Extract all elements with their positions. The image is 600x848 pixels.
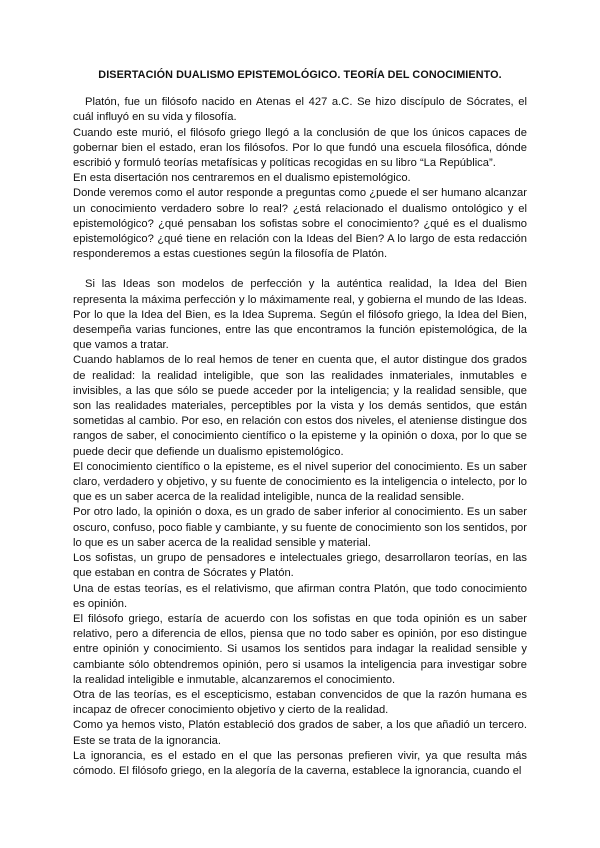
paragraph-escepticismo: Otra de las teorías, es el escepticismo, estaban convencidos de que la razón humana es incapaz de ofrecer conocimiento objetivo y cierto de la realidad.	[73, 688, 527, 717]
paragraph-relativismo: Una de estas teorías, es el relativismo, que afirman contra Platón, que todo conocimiento es opinión.	[73, 582, 527, 610]
paragraph-idea-bien: Si las Ideas son modelos de perfección y la auténtica realidad, la Idea del Bien representa la máxima perfección y lo máximamente real, y gobierna el mundo de las Ideas. Por lo que la Idea del Bien, es la Idea Suprema. Según el filósofo griego, la Idea del Bien, desempeña varias funciones, entre las que encontramos la función epistemológica, de la que vamos a tratar.	[73, 278, 527, 352]
paragraph-ignorancia: La ignorancia, es el estado en el que las personas prefieren vivir, ya que resulta más cómodo. El filósofo griego, en la alegoría de la caverna, establece la ignorancia, cuando el	[73, 749, 527, 777]
paragraph-tercer-grado: Como ya hemos visto, Platón estableció dos grados de saber, a los que añadió un tercero. Este se trata de la ignorancia.	[73, 719, 527, 747]
section-gap	[73, 262, 527, 277]
paragraph-opinion: El filósofo griego, estaría de acuerdo con los sofistas en que toda opinión es un saber relativo, pero a diferencia de ellos, piensa que no todo saber es opinión, por eso distingue entre opinión y conocimiento. Si usamos los sentidos para indagar la realidad sensible y cambiante sólo obtendremos opinión, pero si usamos la inteligencia para investigar sobre la realidad inteligible e inmutable, alcanzaremos el conocimiento.	[73, 612, 527, 686]
document-page	[73, 68, 527, 779]
document-title: DISERTACIÓN DUALISMO EPISTEMOLÓGICO. TEORÍA DEL CONOCIMIENTO.	[98, 69, 502, 81]
paragraph-school: Cuando este murió, el filósofo griego llegó a la conclusión de que los únicos capaces de gobernar bien el estado, eran los filósofos. Por lo que fundó una escuela filosófica, dónde escribió y formuló teorías metafísicas y políticas recogidas en su libro “La República”.	[73, 126, 527, 170]
paragraph-intro: Platón, fue un filósofo nacido en Atenas el 427 a.C. Se hizo discípulo de Sócrates, el cuál influyó en su vida y filosofía.	[73, 96, 527, 124]
paragraph-questions: Donde veremos como el autor responde a preguntas como ¿puede el ser humano alcanzar un conocimiento verdadero sobre lo real? ¿está relacionado el dualismo ontológico y el epistemológico? ¿qué pensaban los sofistas sobre el conocimiento? ¿qué es el dualismo epistemológico? ¿qué tiene en relación con la Ideas del Bien? A lo largo de esta redacción responderemos a estas cuestiones según la filosofía de Platón.	[73, 187, 527, 261]
paragraph-grados-realidad: Cuando hablamos de lo real hemos de tener en cuenta que, el autor distingue dos grados de realidad: la realidad inteligible, que son las realidades inmateriales, inmutables e invisibles, a las que sólo se puede acceder por la inteligencia; y la realidad sensible, que son las realidades materiales, perceptibles por la vista y los demás sentidos, que están sometidas al cambio. Por eso, en relación con estos dos niveles, el ateniense distingue dos rangos de saber, el conocimiento científico o la episteme y la opinión o doxa, por lo que se puede decir que defiende un dualismo epistemológico.	[73, 354, 527, 458]
paragraph-episteme: El conocimiento científico o la episteme, es el nivel superior del conocimiento. Es un saber claro, verdadero y objetivo, y su fuente de conocimiento es la inteligencia o intelecto, por lo que es un saber acerca de la realidad inteligible, nunca de la realidad sensible.	[73, 460, 527, 504]
paragraph-doxa: Por otro lado, la opinión o doxa, es un grado de saber inferior al conocimiento. Es un saber oscuro, confuso, poco fiable y cambiante, y su fuente de conocimiento son los sentidos, por lo que es un saber acerca de la realidad sensible y material.	[73, 506, 527, 549]
paragraph-focus: En esta disertación nos centraremos en el dualismo epistemológico.	[73, 172, 411, 185]
paragraph-sofistas: Los sofistas, un grupo de pensadores e intelectuales griego, desarrollaron teorías, en las que estaban en contra de Sócrates y Platón.	[73, 552, 527, 580]
